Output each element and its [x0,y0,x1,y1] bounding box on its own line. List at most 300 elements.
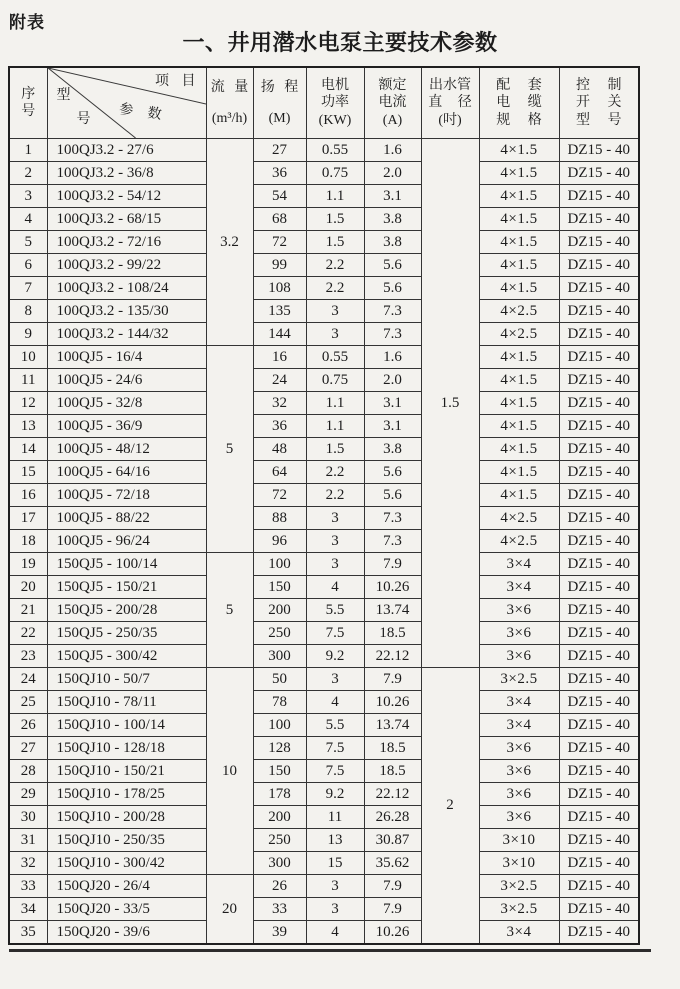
cell-no: 29 [9,783,47,806]
table-row [9,737,639,760]
table-row [9,139,639,162]
table-row [9,507,639,530]
cell-current: 35.62 [364,852,421,875]
cell-current: 3.1 [364,185,421,208]
cell-model: 100QJ5 - 72/18 [47,484,206,507]
cell-head: 16 [253,346,306,369]
cell-current: 1.6 [364,346,421,369]
cell-head: 250 [253,829,306,852]
cell-power: 0.75 [306,369,364,392]
diagonal-label-model: 号 [76,112,91,127]
cell-power: 1.1 [306,415,364,438]
col-header-index [9,67,47,139]
table-row [9,599,639,622]
cell-model: 100QJ3.2 - 99/22 [47,254,206,277]
cell-current: 5.6 [364,484,421,507]
cell-cable: 4×1.5 [479,277,559,300]
cell-power: 4 [306,576,364,599]
cell-power: 1.5 [306,231,364,254]
cell-head: 100 [253,553,306,576]
cell-current: 22.12 [364,645,421,668]
cell-switch: DZ15 - 40 [559,691,639,714]
cell-current: 7.9 [364,553,421,576]
cell-switch: DZ15 - 40 [559,369,639,392]
cell-switch: DZ15 - 40 [559,162,639,185]
diagonal-label-item: 项 目 [155,74,196,89]
cell-current: 7.9 [364,875,421,898]
col-header-power [306,67,364,139]
cell-no: 4 [9,208,47,231]
header-line: 电机 [321,78,349,94]
header-line: 功率 [321,95,349,111]
cell-no: 34 [9,898,47,921]
header-unit: (A) [382,112,403,128]
cell-power: 11 [306,806,364,829]
header-line: 配 套 [496,78,542,94]
cell-switch: DZ15 - 40 [559,829,639,852]
cell-power: 3 [306,668,364,691]
cell-switch: DZ15 - 40 [559,576,639,599]
cell-pipe: 1.5 [421,139,479,668]
cell-model: 100QJ3.2 - 54/12 [47,185,206,208]
cell-model: 100QJ5 - 96/24 [47,530,206,553]
cell-head: 135 [253,300,306,323]
cell-current: 10.26 [364,691,421,714]
cell-head: 26 [253,875,306,898]
cell-current: 7.9 [364,668,421,691]
bottom-rule [9,949,651,952]
cell-head: 178 [253,783,306,806]
cell-head: 144 [253,323,306,346]
diagonal-label-model: 型 [56,88,71,103]
table-row [9,392,639,415]
cell-switch: DZ15 - 40 [559,392,639,415]
cell-model: 150QJ10 - 150/21 [47,760,206,783]
cell-switch: DZ15 - 40 [559,346,639,369]
cell-head: 108 [253,277,306,300]
col-header-current [364,67,421,139]
cell-no: 18 [9,530,47,553]
cell-head: 54 [253,185,306,208]
cell-current: 7.3 [364,530,421,553]
cell-power: 1.1 [306,185,364,208]
cell-current: 18.5 [364,760,421,783]
cell-current: 22.12 [364,783,421,806]
cell-switch: DZ15 - 40 [559,622,639,645]
cell-cable: 3×4 [479,553,559,576]
cell-model: 100QJ3.2 - 27/6 [47,139,206,162]
cell-power: 15 [306,852,364,875]
cell-head: 50 [253,668,306,691]
cell-flow: 20 [206,875,253,945]
cell-current: 3.8 [364,438,421,461]
cell-switch: DZ15 - 40 [559,760,639,783]
cell-cable: 4×1.5 [479,415,559,438]
cell-no: 24 [9,668,47,691]
cell-no: 28 [9,760,47,783]
header-line: 额定 [378,78,407,94]
cell-model: 100QJ3.2 - 36/8 [47,162,206,185]
cell-power: 0.75 [306,162,364,185]
cell-current: 18.5 [364,622,421,645]
header-unit: (KW) [318,112,352,128]
cell-model: 150QJ10 - 178/25 [47,783,206,806]
cell-current: 7.9 [364,898,421,921]
cell-model: 150QJ5 - 300/42 [47,645,206,668]
cell-head: 99 [253,254,306,277]
cell-model: 150QJ10 - 250/35 [47,829,206,852]
header-line: 出水管 [429,78,471,94]
table-row [9,714,639,737]
cell-cable: 4×1.5 [479,484,559,507]
header-line: 扬 程 [260,79,299,95]
table-row [9,277,639,300]
table-row [9,323,639,346]
cell-switch: DZ15 - 40 [559,438,639,461]
table-row [9,254,639,277]
cell-cable: 3×2.5 [479,898,559,921]
cell-cable: 3×10 [479,829,559,852]
cell-head: 39 [253,921,306,945]
table-row [9,461,639,484]
cell-current: 13.74 [364,599,421,622]
cell-model: 150QJ5 - 150/21 [47,576,206,599]
header-unit: (m³/h) [211,111,248,126]
cell-no: 19 [9,553,47,576]
table-row [9,691,639,714]
table-row [9,415,639,438]
table-row [9,783,639,806]
cell-switch: DZ15 - 40 [559,645,639,668]
cell-head: 72 [253,484,306,507]
cell-model: 150QJ10 - 78/11 [47,691,206,714]
cell-no: 21 [9,599,47,622]
cell-no: 16 [9,484,47,507]
cell-head: 300 [253,852,306,875]
table-body [9,139,639,945]
cell-head: 64 [253,461,306,484]
cell-flow: 5 [206,553,253,668]
cell-head: 96 [253,530,306,553]
cell-head: 250 [253,622,306,645]
header-line: 号 [21,104,36,119]
cell-switch: DZ15 - 40 [559,714,639,737]
cell-head: 48 [253,438,306,461]
appendix-tag: 附表 [9,13,45,32]
pump-spec-table [8,66,640,945]
cell-current: 30.87 [364,829,421,852]
col-header-flow [206,67,253,139]
diagonal-header [48,68,206,138]
header-line: 开 关 [576,95,622,111]
cell-switch: DZ15 - 40 [559,461,639,484]
cell-model: 150QJ10 - 100/14 [47,714,206,737]
table-row [9,438,639,461]
cell-power: 1.5 [306,208,364,231]
cell-no: 5 [9,231,47,254]
cell-power: 3 [306,323,364,346]
cell-head: 33 [253,898,306,921]
cell-power: 1.1 [306,392,364,415]
cell-power: 7.5 [306,737,364,760]
cell-current: 1.6 [364,139,421,162]
cell-power: 3 [306,507,364,530]
cell-current: 7.3 [364,323,421,346]
cell-head: 36 [253,162,306,185]
cell-current: 10.26 [364,921,421,945]
cell-switch: DZ15 - 40 [559,208,639,231]
cell-flow: 10 [206,668,253,875]
cell-head: 200 [253,599,306,622]
cell-no: 15 [9,461,47,484]
cell-cable: 3×6 [479,645,559,668]
table-row [9,300,639,323]
table-row [9,530,639,553]
cell-current: 5.6 [364,254,421,277]
table-row [9,668,639,691]
cell-no: 14 [9,438,47,461]
cell-power: 7.5 [306,760,364,783]
cell-power: 2.2 [306,461,364,484]
cell-current: 7.3 [364,507,421,530]
cell-cable: 4×2.5 [479,323,559,346]
cell-model: 100QJ5 - 48/12 [47,438,206,461]
cell-no: 7 [9,277,47,300]
header-unit: (M) [268,111,291,126]
cell-power: 5.5 [306,599,364,622]
cell-switch: DZ15 - 40 [559,507,639,530]
header-line: 控 制 [576,78,622,94]
cell-power: 0.55 [306,346,364,369]
cell-no: 12 [9,392,47,415]
cell-model: 150QJ20 - 26/4 [47,875,206,898]
col-header-cable [479,67,559,139]
cell-current: 7.3 [364,300,421,323]
cell-cable: 4×1.5 [479,369,559,392]
cell-cable: 3×4 [479,691,559,714]
table-row [9,622,639,645]
cell-no: 13 [9,415,47,438]
cell-switch: DZ15 - 40 [559,921,639,945]
cell-switch: DZ15 - 40 [559,139,639,162]
cell-current: 3.8 [364,208,421,231]
table-row [9,806,639,829]
cell-current: 26.28 [364,806,421,829]
table-row [9,898,639,921]
cell-current: 2.0 [364,369,421,392]
cell-no: 1 [9,139,47,162]
cell-model: 100QJ5 - 88/22 [47,507,206,530]
table-row [9,369,639,392]
col-header-pipe [421,67,479,139]
cell-cable: 3×6 [479,783,559,806]
table-row [9,852,639,875]
cell-cable: 4×1.5 [479,162,559,185]
cell-model: 150QJ20 - 39/6 [47,921,206,945]
cell-switch: DZ15 - 40 [559,254,639,277]
cell-power: 9.2 [306,783,364,806]
cell-model: 100QJ3.2 - 144/32 [47,323,206,346]
table-row [9,645,639,668]
cell-cable: 4×2.5 [479,300,559,323]
cell-power: 5.5 [306,714,364,737]
cell-switch: DZ15 - 40 [559,530,639,553]
cell-no: 2 [9,162,47,185]
cell-cable: 4×1.5 [479,461,559,484]
cell-switch: DZ15 - 40 [559,852,639,875]
cell-current: 3.1 [364,392,421,415]
table-row [9,576,639,599]
col-header-model [47,67,206,139]
cell-switch: DZ15 - 40 [559,806,639,829]
cell-power: 2.2 [306,277,364,300]
cell-cable: 3×6 [479,622,559,645]
header-line: 序 [21,86,36,102]
cell-switch: DZ15 - 40 [559,323,639,346]
cell-switch: DZ15 - 40 [559,875,639,898]
table-row [9,346,639,369]
header-unit: (吋) [438,112,462,128]
table-row [9,760,639,783]
header-line: 电 缆 [496,95,542,111]
cell-head: 78 [253,691,306,714]
cell-no: 20 [9,576,47,599]
cell-model: 100QJ3.2 - 72/16 [47,231,206,254]
cell-model: 150QJ5 - 200/28 [47,599,206,622]
cell-model: 150QJ5 - 100/14 [47,553,206,576]
cell-flow: 3.2 [206,139,253,346]
cell-power: 13 [306,829,364,852]
cell-no: 27 [9,737,47,760]
cell-power: 3 [306,300,364,323]
cell-head: 128 [253,737,306,760]
header-line: 电流 [378,95,407,111]
cell-power: 3 [306,875,364,898]
cell-switch: DZ15 - 40 [559,668,639,691]
cell-current: 13.74 [364,714,421,737]
cell-cable: 3×6 [479,737,559,760]
cell-switch: DZ15 - 40 [559,783,639,806]
cell-cable: 3×10 [479,852,559,875]
cell-current: 3.1 [364,415,421,438]
cell-current: 10.26 [364,576,421,599]
cell-model: 100QJ3.2 - 108/24 [47,277,206,300]
cell-no: 22 [9,622,47,645]
cell-switch: DZ15 - 40 [559,415,639,438]
cell-head: 200 [253,806,306,829]
cell-head: 27 [253,139,306,162]
cell-cable: 3×2.5 [479,668,559,691]
cell-head: 300 [253,645,306,668]
cell-cable: 3×4 [479,714,559,737]
cell-cable: 4×2.5 [479,530,559,553]
cell-model: 150QJ10 - 50/7 [47,668,206,691]
cell-switch: DZ15 - 40 [559,277,639,300]
table-row [9,553,639,576]
cell-current: 5.6 [364,461,421,484]
cell-cable: 4×1.5 [479,208,559,231]
cell-no: 9 [9,323,47,346]
cell-cable: 3×6 [479,599,559,622]
table-row [9,921,639,945]
cell-power: 2.2 [306,484,364,507]
cell-current: 5.6 [364,277,421,300]
cell-cable: 3×2.5 [479,875,559,898]
col-header-head [253,67,306,139]
cell-pipe: 2 [421,668,479,945]
cell-no: 35 [9,921,47,945]
cell-model: 150QJ10 - 200/28 [47,806,206,829]
cell-no: 25 [9,691,47,714]
cell-switch: DZ15 - 40 [559,599,639,622]
cell-cable: 3×4 [479,576,559,599]
cell-power: 3 [306,530,364,553]
cell-no: 33 [9,875,47,898]
cell-no: 6 [9,254,47,277]
cell-cable: 4×1.5 [479,139,559,162]
cell-model: 100QJ5 - 32/8 [47,392,206,415]
table-row [9,185,639,208]
cell-switch: DZ15 - 40 [559,484,639,507]
cell-head: 100 [253,714,306,737]
header-row [9,67,639,139]
table-row [9,231,639,254]
cell-switch: DZ15 - 40 [559,231,639,254]
cell-head: 32 [253,392,306,415]
cell-switch: DZ15 - 40 [559,300,639,323]
cell-power: 0.55 [306,139,364,162]
col-header-switch [559,67,639,139]
cell-power: 7.5 [306,622,364,645]
cell-cable: 4×2.5 [479,507,559,530]
cell-cable: 4×1.5 [479,185,559,208]
cell-switch: DZ15 - 40 [559,898,639,921]
cell-no: 8 [9,300,47,323]
cell-cable: 3×4 [479,921,559,945]
table-row [9,829,639,852]
cell-model: 100QJ5 - 24/6 [47,369,206,392]
cell-head: 72 [253,231,306,254]
header-line: 规 格 [496,112,542,128]
cell-cable: 4×1.5 [479,254,559,277]
cell-switch: DZ15 - 40 [559,553,639,576]
cell-cable: 4×1.5 [479,346,559,369]
cell-switch: DZ15 - 40 [559,737,639,760]
cell-head: 36 [253,415,306,438]
cell-model: 150QJ20 - 33/5 [47,898,206,921]
cell-no: 10 [9,346,47,369]
cell-head: 68 [253,208,306,231]
cell-cable: 4×1.5 [479,231,559,254]
page-title: 一、井用潜水电泵主要技术参数 [182,30,498,55]
cell-power: 1.5 [306,438,364,461]
cell-head: 88 [253,507,306,530]
cell-model: 150QJ5 - 250/35 [47,622,206,645]
cell-power: 2.2 [306,254,364,277]
cell-no: 17 [9,507,47,530]
table-row [9,162,639,185]
table-row [9,875,639,898]
cell-model: 150QJ10 - 300/42 [47,852,206,875]
cell-power: 3 [306,898,364,921]
header-line: 型 号 [576,112,622,128]
cell-cable: 4×1.5 [479,438,559,461]
cell-power: 9.2 [306,645,364,668]
cell-current: 2.0 [364,162,421,185]
cell-cable: 3×6 [479,760,559,783]
cell-head: 150 [253,576,306,599]
cell-no: 11 [9,369,47,392]
